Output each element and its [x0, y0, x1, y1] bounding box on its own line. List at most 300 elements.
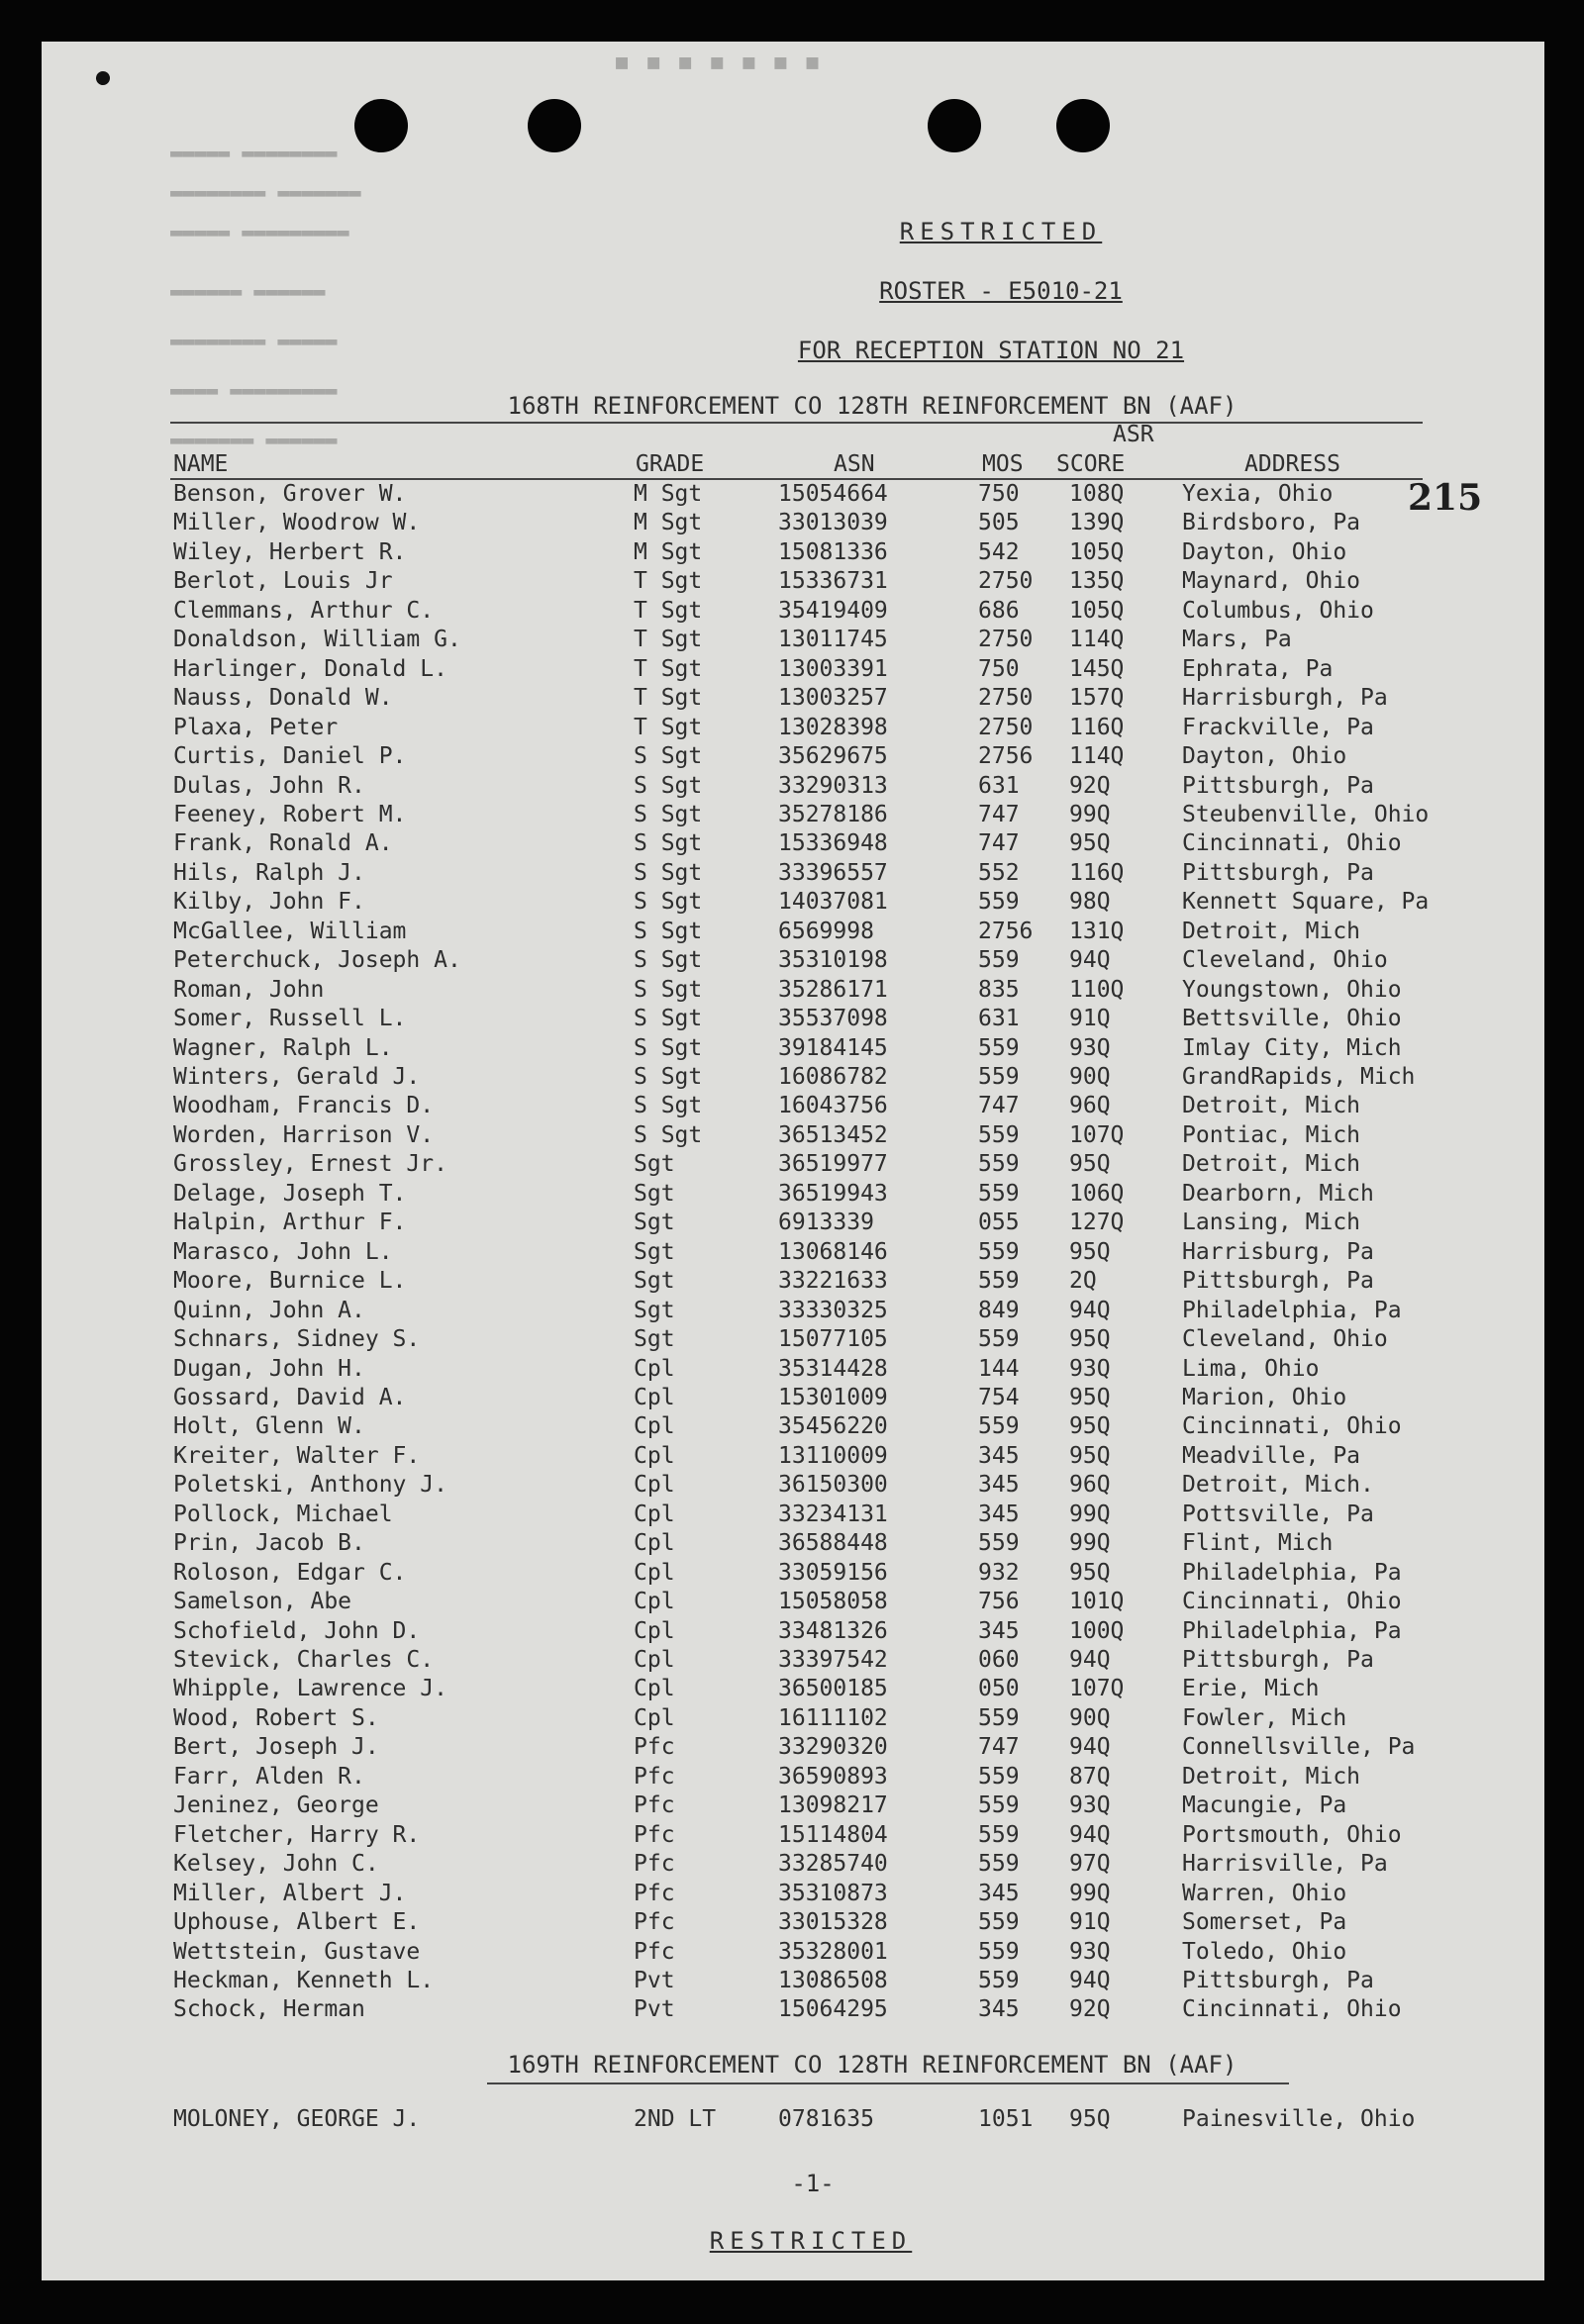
table-row [42, 1356, 1544, 1386]
roster-score: 87Q [1069, 1763, 1111, 1790]
footer-restricted [42, 2227, 1544, 2255]
table-row [42, 1734, 1544, 1764]
roster-mos: 559 [978, 1180, 1020, 1207]
roster-name: Woodham, Francis D. [173, 1093, 435, 1119]
roster-mos: 747 [978, 1734, 1020, 1761]
corner-mark [94, 69, 112, 87]
table-row [42, 1093, 1544, 1122]
roster-score: 114Q [1069, 627, 1125, 653]
roster-asn: 36150300 [778, 1472, 888, 1499]
roster-address: Macungie, Pa [1182, 1792, 1347, 1819]
roster-name: Plaxa, Peter [173, 714, 339, 740]
roster-asn: 16043756 [778, 1093, 888, 1119]
bleed-through-text: ▬▬▬▬ ▬▬▬▬▬▬▬▬▬ [170, 378, 338, 402]
roster-score: 95Q [1069, 1326, 1111, 1353]
table-row [42, 1326, 1544, 1356]
footer-classification-label: RESTRICTED [709, 2227, 913, 2255]
roster-address: Portsmouth, Ohio [1182, 1821, 1402, 1848]
roster-score: 95Q [1069, 1384, 1111, 1410]
roster-name: Gossard, David A. [173, 1384, 407, 1410]
table-row [42, 2106, 1544, 2136]
company-heading-2 [42, 2051, 1544, 2079]
roster-asn: 36500185 [778, 1676, 888, 1702]
roster-name: Schock, Herman [173, 1996, 365, 2023]
roster-name: Harlinger, Donald L. [173, 655, 447, 682]
roster-name: Winters, Gerald J. [173, 1064, 421, 1090]
roster-name: Samelson, Abe [173, 1589, 352, 1615]
roster-grade: S Sgt [634, 1064, 703, 1090]
roster-asn: 15064295 [778, 1996, 888, 2023]
roster-mos: 2756 [978, 743, 1034, 770]
roster-mos: 345 [978, 1617, 1020, 1644]
roster-grade: T Sgt [634, 568, 703, 595]
roster-score: 95Q [1069, 830, 1111, 857]
roster-mos: 559 [978, 1151, 1020, 1178]
col-mos: MOS [982, 451, 1024, 477]
roster-address: Bettsville, Ohio [1182, 1006, 1402, 1032]
bleed-through-text: ▬▬▬▬▬▬▬ ▬▬▬▬▬▬ [170, 428, 338, 451]
roster-asn: 33234131 [778, 1501, 888, 1527]
roster-name: Clemmans, Arthur C. [173, 597, 435, 624]
roster-mos: 050 [978, 1676, 1020, 1702]
roster-mos: 932 [978, 1559, 1020, 1586]
roster-number: ROSTER - E5010-21 [879, 277, 1123, 305]
roster-asn: 0781635 [778, 2106, 874, 2132]
table-row [42, 1443, 1544, 1473]
roster-asn: 33481326 [778, 1617, 888, 1644]
roster-mos: 144 [978, 1355, 1020, 1382]
table-row [42, 1501, 1544, 1531]
table-row [42, 598, 1544, 628]
roster-grade: T Sgt [634, 685, 703, 712]
roster-score: 107Q [1069, 1121, 1125, 1148]
page-stamp: 215 [1408, 477, 1483, 519]
roster-mos: 559 [978, 1704, 1020, 1731]
roster-name: Jeninez, George [173, 1792, 379, 1819]
roster-name: Farr, Alden R. [173, 1763, 365, 1790]
roster-asn: 13011745 [778, 627, 888, 653]
roster-grade: S Sgt [634, 801, 703, 827]
roster-name: Halpin, Arthur F. [173, 1210, 407, 1236]
roster-score: 145Q [1069, 655, 1125, 682]
roster-address: Warren, Ohio [1182, 1880, 1347, 1906]
table-row [42, 1909, 1544, 1939]
roster-asn: 15301009 [778, 1384, 888, 1410]
unit-heading-2: 169TH REINFORCEMENT CO 128TH REINFORCEMENT BN (AAF) [507, 2051, 1238, 2079]
bleed-through-text: ▬▬▬▬▬ ▬▬▬▬▬▬▬▬▬ [170, 220, 349, 243]
roster-name: MOLONEY, GEORGE J. [173, 2106, 421, 2132]
roster-asn: 15054664 [778, 481, 888, 507]
table-row [42, 1210, 1544, 1239]
roster-mos: 559 [978, 947, 1020, 974]
roster-name: Dugan, John H. [173, 1355, 365, 1382]
roster-name: Poletski, Anthony J. [173, 1472, 447, 1499]
roster-address: Pittsburgh, Pa [1182, 859, 1374, 886]
roster-score: 99Q [1069, 1530, 1111, 1557]
roster-name: Feeney, Robert M. [173, 801, 407, 827]
roster-score: 116Q [1069, 714, 1125, 740]
roster-grade: Cpl [634, 1589, 675, 1615]
table-row [42, 1792, 1544, 1822]
roster-mos: 559 [978, 1034, 1020, 1061]
roster-asn: 33290313 [778, 772, 888, 799]
table-row [42, 1472, 1544, 1501]
roster-address: Flint, Mich [1182, 1530, 1334, 1557]
roster-asn: 33396557 [778, 859, 888, 886]
roster-address: Marion, Ohio [1182, 1384, 1347, 1410]
roster-grade: Cpl [634, 1413, 675, 1440]
roster-address: Somerset, Pa [1182, 1909, 1347, 1936]
roster-name: McGallee, William [173, 918, 407, 944]
roster-name: Berlot, Louis Jr [173, 568, 393, 595]
roster-address: Connellsville, Pa [1182, 1734, 1416, 1761]
roster-asn: 36513452 [778, 1121, 888, 1148]
roster-mos: 559 [978, 1530, 1020, 1557]
roster-mos: 542 [978, 538, 1020, 565]
roster-score: 94Q [1069, 1821, 1111, 1848]
roster-grade: Cpl [634, 1559, 675, 1586]
roster-score: 157Q [1069, 685, 1125, 712]
table-row [42, 1385, 1544, 1414]
roster-address: Ephrata, Pa [1182, 655, 1334, 682]
table-row [42, 568, 1544, 598]
table-row [42, 1705, 1544, 1735]
roster-score: 93Q [1069, 1355, 1111, 1382]
roster-mos: 559 [978, 1763, 1020, 1790]
roster-mos: 747 [978, 830, 1020, 857]
roster-mos: 505 [978, 510, 1020, 536]
roster-score: 114Q [1069, 743, 1125, 770]
roster-score: 95Q [1069, 1413, 1111, 1440]
column-rule [170, 478, 1423, 480]
roster-asn: 15077105 [778, 1326, 888, 1353]
roster-score: 94Q [1069, 1297, 1111, 1323]
roster-asn: 13003257 [778, 685, 888, 712]
roster-mos: 345 [978, 1880, 1020, 1906]
roster-address: Pittsburgh, Pa [1182, 1268, 1374, 1295]
roster-mos: 559 [978, 1064, 1020, 1090]
roster-address: Erie, Mich [1182, 1676, 1320, 1702]
table-row [42, 1881, 1544, 1910]
header-restricted [42, 218, 1544, 245]
roster-grade: S Sgt [634, 1006, 703, 1032]
roster-address: Dayton, Ohio [1182, 743, 1347, 770]
table-row [42, 1413, 1544, 1443]
roster-asn: 13110009 [778, 1442, 888, 1469]
roster-mos: 835 [978, 976, 1020, 1003]
table-row [42, 715, 1544, 744]
roster-mos: 559 [978, 1413, 1020, 1440]
roster-grade: Sgt [634, 1326, 675, 1353]
table-row [42, 1939, 1544, 1969]
roster-asn: 36519943 [778, 1180, 888, 1207]
roster-address: GrandRapids, Mich [1182, 1064, 1416, 1090]
roster-mos: 345 [978, 1996, 1020, 2023]
roster-asn: 35310873 [778, 1880, 888, 1906]
roster-score: 96Q [1069, 1093, 1111, 1119]
roster-grade: M Sgt [634, 481, 703, 507]
roster-name: Wiley, Herbert R. [173, 538, 407, 565]
roster-asn: 35286171 [778, 976, 888, 1003]
roster-asn: 35537098 [778, 1006, 888, 1032]
roster-score: 95Q [1069, 1559, 1111, 1586]
roster-mos: 2750 [978, 568, 1034, 595]
roster-score: 110Q [1069, 976, 1125, 1003]
roster-score: 90Q [1069, 1064, 1111, 1090]
roster-address: Lima, Ohio [1182, 1355, 1320, 1382]
roster-score: 105Q [1069, 597, 1125, 624]
roster-asn: 35456220 [778, 1413, 888, 1440]
roster-grade: 2ND LT [634, 2106, 717, 2132]
roster-grade: Cpl [634, 1384, 675, 1410]
roster-asn: 35328001 [778, 1938, 888, 1965]
roster-grade: Pfc [634, 1909, 675, 1936]
roster-mos: 2756 [978, 918, 1034, 944]
roster-grade: S Sgt [634, 947, 703, 974]
roster-address: Cleveland, Ohio [1182, 1326, 1388, 1353]
roster-title [42, 277, 1544, 305]
roster-name: Kelsey, John C. [173, 1851, 379, 1878]
roster-address: Harrisville, Pa [1182, 1851, 1388, 1878]
roster-address: Pottsville, Pa [1182, 1501, 1374, 1527]
roster-mos: 849 [978, 1297, 1020, 1323]
roster-grade: Sgt [634, 1210, 675, 1236]
document-page [42, 42, 1544, 2280]
roster-address: Dearborn, Mich [1182, 1180, 1374, 1207]
roster-asn: 16086782 [778, 1064, 888, 1090]
table-row [42, 685, 1544, 715]
roster-name: Nauss, Donald W. [173, 685, 393, 712]
roster-mos: 756 [978, 1589, 1020, 1615]
roster-grade: Pfc [634, 1851, 675, 1878]
roster-address: Columbus, Ohio [1182, 597, 1374, 624]
roster-score: 107Q [1069, 1676, 1125, 1702]
roster-score: 95Q [1069, 2106, 1111, 2132]
roster-name: Delage, Joseph T. [173, 1180, 407, 1207]
roster-name: Quinn, John A. [173, 1297, 365, 1323]
roster-address: Youngstown, Ohio [1182, 976, 1402, 1003]
roster-address: Pontiac, Mich [1182, 1121, 1361, 1148]
roster-asn: 36590893 [778, 1763, 888, 1790]
roster-mos: 1051 [978, 2106, 1034, 2132]
table-row [42, 773, 1544, 803]
roster-mos: 747 [978, 801, 1020, 827]
roster-name: Marasco, John L. [173, 1238, 393, 1265]
roster-address: Toledo, Ohio [1182, 1938, 1347, 1965]
roster-grade: S Sgt [634, 859, 703, 886]
roster-mos: 559 [978, 889, 1020, 916]
col-asr-top: ASR [1113, 422, 1154, 447]
roster-grade: Sgt [634, 1151, 675, 1178]
roster-name: Kreiter, Walter F. [173, 1442, 421, 1469]
table-row [42, 1822, 1544, 1852]
roster-asn: 35314428 [778, 1355, 888, 1382]
unit-heading-1: 168TH REINFORCEMENT CO 128TH REINFORCEMENT BN (AAF) [507, 392, 1238, 420]
roster-name: Stevick, Charles C. [173, 1647, 435, 1673]
roster-grade: Cpl [634, 1617, 675, 1644]
roster-name: Worden, Harrison V. [173, 1121, 435, 1148]
table-row [42, 1676, 1544, 1705]
roster-score: 93Q [1069, 1034, 1111, 1061]
roster-mos: 559 [978, 1938, 1020, 1965]
table-row [42, 1151, 1544, 1181]
roster-score: 94Q [1069, 1734, 1111, 1761]
roster-mos: 750 [978, 481, 1020, 507]
roster-score: 94Q [1069, 1967, 1111, 1993]
table-row [42, 1239, 1544, 1269]
roster-score: 106Q [1069, 1180, 1125, 1207]
bleed-through-text: ▬▬▬▬▬▬ ▬▬▬▬▬▬ [170, 279, 326, 303]
roster-grade: Cpl [634, 1530, 675, 1557]
table-row [42, 1530, 1544, 1560]
roster-grade: Cpl [634, 1647, 675, 1673]
roster-grade: Sgt [634, 1180, 675, 1207]
roster-mos: 559 [978, 1268, 1020, 1295]
roster-score: 105Q [1069, 538, 1125, 565]
roster-score: 99Q [1069, 801, 1111, 827]
col-name: NAME [173, 451, 229, 477]
table-row [42, 539, 1544, 569]
roster-score: 99Q [1069, 1880, 1111, 1906]
heading-rule-2 [487, 2082, 1289, 2084]
roster-grade: Pfc [634, 1821, 675, 1848]
roster-mos: 631 [978, 1006, 1020, 1032]
roster-address: Philadelphia, Pa [1182, 1559, 1402, 1586]
page-number: -1- [791, 2170, 835, 2197]
roster-score: 95Q [1069, 1151, 1111, 1178]
roster-score: 131Q [1069, 918, 1125, 944]
roster-asn: 13003391 [778, 655, 888, 682]
roster-asn: 15081336 [778, 538, 888, 565]
roster-grade: S Sgt [634, 1093, 703, 1119]
roster-name: Frank, Ronald A. [173, 830, 393, 857]
roster-name: Roloson, Edgar C. [173, 1559, 407, 1586]
roster-asn: 15114804 [778, 1821, 888, 1848]
roster-score: 95Q [1069, 1238, 1111, 1265]
roster-name: Moore, Burnice L. [173, 1268, 407, 1295]
punch-hole [354, 99, 408, 152]
roster-address: Steubenville, Ohio [1182, 801, 1430, 827]
roster-mos: 345 [978, 1472, 1020, 1499]
table-row [42, 1035, 1544, 1065]
roster-mos: 060 [978, 1647, 1020, 1673]
roster-asn: 35629675 [778, 743, 888, 770]
roster-mos: 345 [978, 1501, 1020, 1527]
bleed-through-text: ▬▬▬▬▬▬▬▬ ▬▬▬▬▬▬▬ [170, 180, 361, 204]
roster-asn: 33059156 [778, 1559, 888, 1586]
roster-asn: 33013039 [778, 510, 888, 536]
table-row [42, 1996, 1544, 2026]
roster-name: Curtis, Daniel P. [173, 743, 407, 770]
roster-address: Pittsburgh, Pa [1182, 1967, 1374, 1993]
roster-address: Birdsboro, Pa [1182, 510, 1361, 536]
roster-address: Dayton, Ohio [1182, 538, 1347, 565]
table-row [42, 510, 1544, 539]
roster-grade: Cpl [634, 1472, 675, 1499]
roster-mos: 747 [978, 1093, 1020, 1119]
roster-mos: 559 [978, 1821, 1020, 1848]
roster-grade: Pfc [634, 1792, 675, 1819]
roster-address: Yexia, Ohio [1182, 481, 1334, 507]
roster-name: Dulas, John R. [173, 772, 365, 799]
roster-address: Detroit, Mich. [1182, 1472, 1374, 1499]
roster-asn: 33285740 [778, 1851, 888, 1878]
roster-score: 97Q [1069, 1851, 1111, 1878]
roster-name: Prin, Jacob B. [173, 1530, 365, 1557]
roster-asn: 6913339 [778, 1210, 874, 1236]
roster-grade: S Sgt [634, 1034, 703, 1061]
table-row [42, 947, 1544, 977]
roster-address: Cincinnati, Ohio [1182, 1996, 1402, 2023]
roster-score: 91Q [1069, 1006, 1111, 1032]
roster-asn: 33397542 [778, 1647, 888, 1673]
roster-grade: S Sgt [634, 976, 703, 1003]
roster-score: 100Q [1069, 1617, 1125, 1644]
table-row [42, 1589, 1544, 1618]
roster-grade: S Sgt [634, 1121, 703, 1148]
table-row [42, 860, 1544, 890]
table-row [42, 977, 1544, 1007]
station-title [42, 337, 1544, 364]
roster-score: 2Q [1069, 1268, 1097, 1295]
roster-address: Imlay City, Mich [1182, 1034, 1402, 1061]
roster-score: 99Q [1069, 1501, 1111, 1527]
roster-grade: M Sgt [634, 538, 703, 565]
roster-score: 135Q [1069, 568, 1125, 595]
roster-mos: 686 [978, 597, 1020, 624]
roster-mos: 2750 [978, 714, 1034, 740]
roster-address: Harrisburgh, Pa [1182, 685, 1388, 712]
roster-mos: 559 [978, 1326, 1020, 1353]
roster-address: Maynard, Ohio [1182, 568, 1361, 595]
roster-asn: 15336948 [778, 830, 888, 857]
roster-name: Wagner, Ralph L. [173, 1034, 393, 1061]
roster-name: Peterchuck, Joseph A. [173, 947, 461, 974]
roster-score: 92Q [1069, 772, 1111, 799]
roster-grade: S Sgt [634, 889, 703, 916]
roster-mos: 559 [978, 1967, 1020, 1993]
roster-grade: Pfc [634, 1938, 675, 1965]
roster-score: 108Q [1069, 481, 1125, 507]
table-row [42, 830, 1544, 860]
roster-name: Donaldson, William G. [173, 627, 461, 653]
table-row [42, 1764, 1544, 1793]
roster-address: Cincinnati, Ohio [1182, 1589, 1402, 1615]
roster-grade: Sgt [634, 1238, 675, 1265]
roster-asn: 33015328 [778, 1909, 888, 1936]
roster-address: Kennett Square, Pa [1182, 889, 1430, 916]
roster-grade: Pfc [634, 1734, 675, 1761]
roster-name: Bert, Joseph J. [173, 1734, 379, 1761]
roster-grade: Cpl [634, 1501, 675, 1527]
roster-asn: 13068146 [778, 1238, 888, 1265]
roster-asn: 6569998 [778, 918, 874, 944]
roster-grade: S Sgt [634, 830, 703, 857]
column-headers [42, 416, 1544, 485]
table-row [42, 1298, 1544, 1327]
roster-name: Pollock, Michael [173, 1501, 393, 1527]
roster-grade: Sgt [634, 1268, 675, 1295]
roster-name: Benson, Grover W. [173, 481, 407, 507]
roster-asn: 35310198 [778, 947, 888, 974]
roster-mos: 055 [978, 1210, 1020, 1236]
roster-address: Mars, Pa [1182, 627, 1292, 653]
table-row [42, 481, 1544, 511]
roster-score: 127Q [1069, 1210, 1125, 1236]
roster-name: Roman, John [173, 976, 325, 1003]
roster-address: Harrisburg, Pa [1182, 1238, 1374, 1265]
roster-grade: Pfc [634, 1763, 675, 1790]
